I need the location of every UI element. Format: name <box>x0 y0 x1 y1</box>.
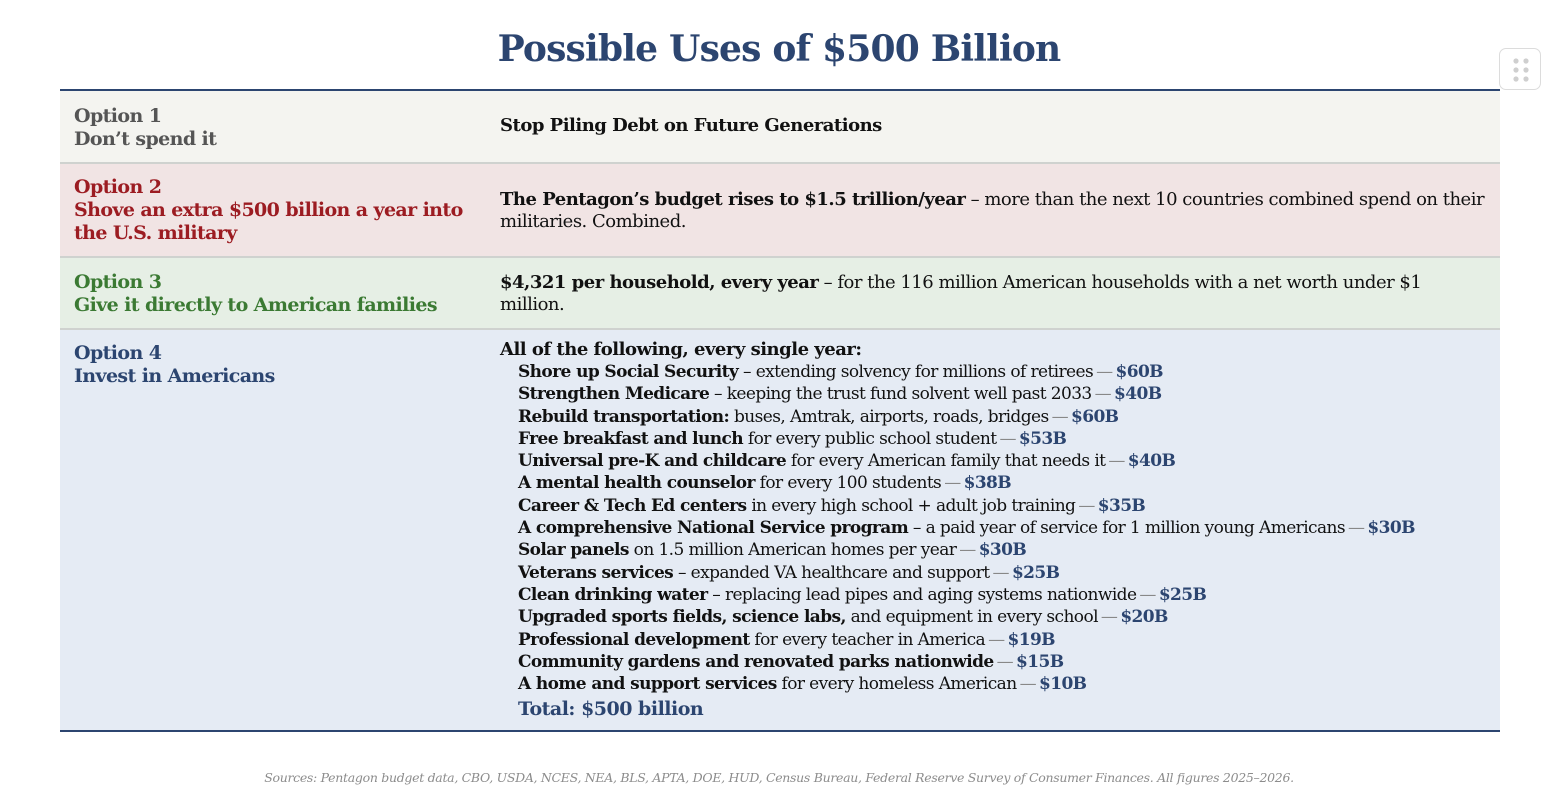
option-text: – more than the next 10 countries combined spend on their militaries. Combined. <box>500 189 1485 232</box>
investment-amount: $25B <box>1158 584 1207 605</box>
investment-item: Solar panels on 1.5 million American homes per year — $30B <box>518 540 1027 561</box>
option-row-3 <box>60 256 1500 328</box>
option-title: Shove an extra $500 billion a year into the U.S. military <box>74 199 463 244</box>
investment-amount: $40B <box>1114 384 1162 405</box>
investment-amount: $25B <box>1011 562 1060 583</box>
investment-amount: $15B <box>1016 651 1064 672</box>
investment-item: A mental health counselor for every 100 students — $38B <box>518 473 1012 494</box>
option-lead: The Pentagon’s budget rises to $1.5 trillion/year <box>500 189 966 210</box>
investment-amount: $38B <box>963 473 1012 494</box>
option-text: – for the 116 million American households with a net worth under $1 million. <box>500 272 1422 315</box>
investment-amount: $60B <box>1070 406 1119 427</box>
page-title: Possible Uses of $500 Billion <box>497 28 1061 70</box>
investment-list <box>518 361 1490 721</box>
option-label: Option 4 <box>74 342 162 364</box>
investment-amount: $53B <box>1018 428 1067 449</box>
investment-item: A home and support services for every homeless American — $10B <box>518 674 1087 695</box>
option-description-1 <box>500 115 1490 137</box>
investment-amount: $35B <box>1097 495 1146 516</box>
investment-amount: $19B <box>1007 629 1055 650</box>
option-lead: Stop Piling Debt on Future Generations <box>500 115 882 136</box>
investment-amount: $40B <box>1127 451 1176 472</box>
investment-item: Career & Tech Ed centers in every high school + adult job training — $35B <box>518 495 1146 516</box>
option-description-4 <box>500 339 1490 721</box>
investment-item: Professional development for every teacher in America — $19B <box>518 629 1055 650</box>
sources-note: Sources: Pentagon budget data, CBO, USDA, NCES, NEA, BLS, APTA, DOE, HUD, Census Bureau, Federal Reserve Survey of Consumer Finances. All figures 2025–2026. <box>264 770 1294 785</box>
option-heading-1 <box>74 105 484 151</box>
investment-item: Veterans services – expanded VA healthcare and support — $25B <box>518 562 1060 583</box>
investment-amount: $60B <box>1115 362 1163 382</box>
option-label: Option 2 <box>74 176 162 198</box>
investment-item: Strengthen Medicare – keeping the trust fund solvent well past 2033 — $40B <box>518 384 1162 405</box>
option-description-3 <box>500 272 1490 316</box>
menu-button[interactable] <box>1499 48 1541 90</box>
investment-item: Shore up Social Security – extending solvency for millions of retirees — $60B <box>518 362 1163 382</box>
investment-item: Community gardens and renovated parks nationwide — $15B <box>518 651 1064 672</box>
option-row-2 <box>60 162 1500 256</box>
option-heading-2 <box>74 176 484 245</box>
investment-total: Total: $500 billion <box>518 698 704 721</box>
investment-amount: $30B <box>978 540 1027 561</box>
option-heading-3 <box>74 271 484 317</box>
option-description-2 <box>500 189 1490 233</box>
option-title: Give it directly to American families <box>74 294 437 316</box>
option-lead: All of the following, every single year: <box>500 339 862 360</box>
investment-item: A comprehensive National Service program – a paid year of service for 1 million young Americans — $30B <box>518 518 1415 539</box>
option-row-1 <box>60 91 1500 162</box>
option-lead: $4,321 per household, every year <box>500 272 819 293</box>
option-title: Don’t spend it <box>74 128 217 150</box>
investment-item: Universal pre-K and childcare for every American family that needs it — $40B <box>518 451 1176 472</box>
investment-item: Free breakfast and lunch for every public school student — $53B <box>518 428 1067 449</box>
investment-item: Clean drinking water – replacing lead pipes and aging systems nationwide — $25B <box>518 584 1207 605</box>
investment-amount: $30B <box>1367 518 1415 539</box>
investment-amount: $20B <box>1120 607 1168 628</box>
drag-dots-icon <box>1512 57 1530 83</box>
option-title: Invest in Americans <box>74 365 275 387</box>
options-table <box>60 89 1500 732</box>
investment-amount: $10B <box>1038 674 1087 695</box>
option-row-4 <box>60 328 1500 730</box>
option-label: Option 3 <box>74 271 162 293</box>
investment-item: Rebuild transportation: buses, Amtrak, airports, roads, bridges — $60B <box>518 406 1119 427</box>
option-label: Option 1 <box>74 105 162 127</box>
investment-item: Upgraded sports fields, science labs, and equipment in every school — $20B <box>518 607 1168 628</box>
option-heading-4 <box>74 342 484 388</box>
